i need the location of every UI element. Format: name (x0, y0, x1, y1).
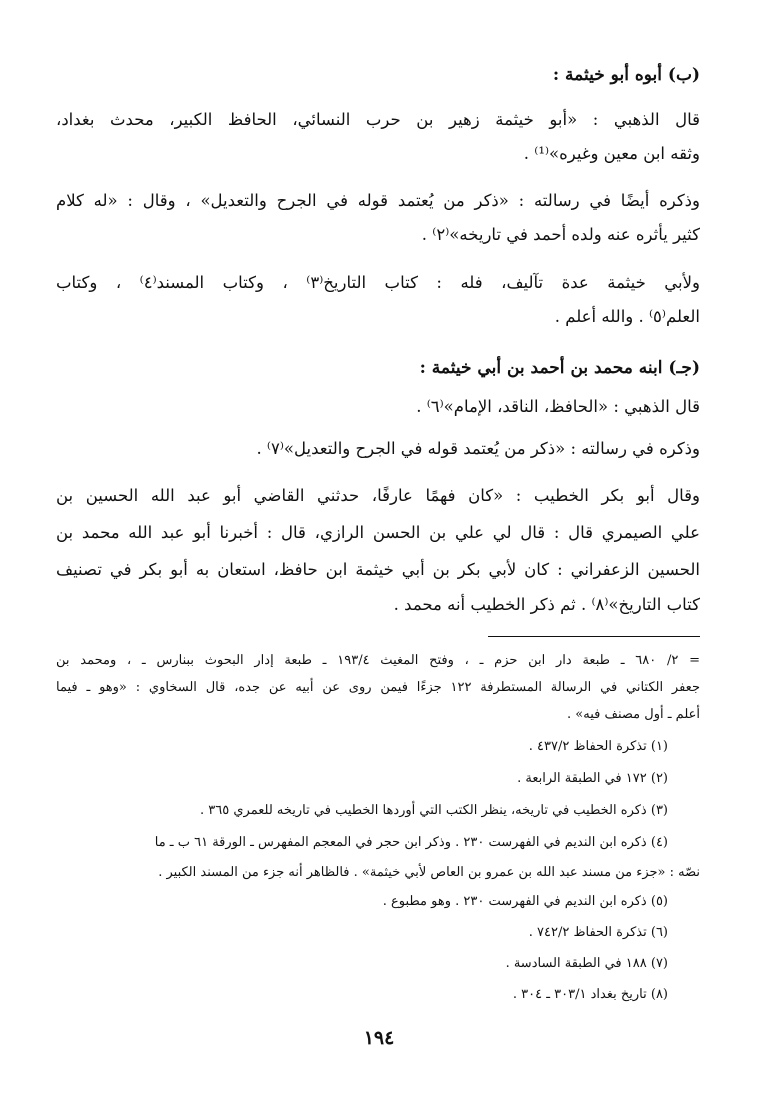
body-line: وذكره أيضًا في رسالته : «ذكر من يُعتمد قوله في الجرح والتعديل» ، وقال : «له كلام (56, 191, 700, 210)
section-heading-c: (جـ) ابنه محمد بن أحمد بن أبي خيثمة : (419, 358, 700, 378)
body-line: ولأبي خيثمة عدة تآليف، فله : كتاب التاريخ⁽٣⁾ ، وكتاب المسند⁽٤⁾ ، وكتاب (56, 273, 700, 292)
footnote-line: = ٢/ ٦٨٠ ـ طبعة دار ابن حزم ـ ، وفتح المغيث ١٩٣/٤ ـ طبعة إدار البحوث ببنارس ـ ، ومحمد بن (56, 653, 700, 668)
body-line: قال الذهبي : «أبو خيثمة زهير بن حرب النسائي، الحافظ الكبير، محدث بغداد، (56, 110, 700, 129)
body-line: علي الصيمري قال : قال لي علي بن الحسن الرازي، قال : أخبرنا أبو عبد الله محمد بن (56, 523, 700, 542)
body-line: وذكره في رسالته : «ذكر من يُعتمد قوله في الجرح والتعديل»⁽٧⁾ . (256, 439, 700, 458)
body-line: الحسين الزعفراني : كان لأبي بكر بن أبي خيثمة ابن حافظ، استعان به أبو بكر في تصنيف (56, 560, 700, 579)
footnote-5: (٥) ذكره ابن النديم في الفهرست ٢٣٠ . وهو مطبوع . (382, 894, 668, 909)
footnote-separator (488, 636, 700, 637)
footnote-3: (٣) ذكره الخطيب في تاريخه، ينظر الكتب التي أوردها الخطيب في تاريخه للعمري ٣٦٥ . (200, 803, 668, 818)
footnote-4-continued: نصّه : «جزء من مسند عبد الله بن عمرو بن العاص لأبي خيثمة» . فالظاهر أنه جزء من المسند الكبير . (158, 865, 700, 880)
page-number: ١٩٤ (363, 1027, 395, 1049)
body-line: كثير يأثره عنه ولده أحمد في تاريخه»⁽٢⁾ . (421, 225, 700, 244)
footnote-8: (٨) تاريخ بغداد ٣٠٣/١ ـ ٣٠٤ . (512, 987, 668, 1002)
body-line: وثقه ابن معين وغيره»⁽¹⁾ . (523, 144, 700, 163)
body-line: كتاب التاريخ»⁽٨⁾ . ثم ذكر الخطيب أنه محمد . (393, 595, 700, 614)
body-line: العلم⁽٥⁾ . والله أعلم . (554, 307, 700, 326)
footnote-7: (٧) ١٨٨ في الطبقة السادسة . (505, 956, 668, 971)
section-heading-b: (ب) أبوه أبو خيثمة : (552, 65, 700, 85)
footnote-line: أعلم ـ أول مصنف فيه» . (567, 707, 700, 722)
footnote-6: (٦) تذكرة الحفاظ ٧٤٢/٢ . (528, 925, 668, 940)
footnote-line: جعفر الكتاني في الرسالة المستطرفة ١٢٢ جزءًا فيمن روى عن أبيه عن جده، قال السخاوي : «وهو ـ فيما (56, 680, 700, 695)
footnote-2: (٢) ١٧٢ في الطبقة الرابعة . (517, 771, 668, 786)
body-line: وقال أبو بكر الخطيب : «كان فهمًا عارفًا، حدثني القاضي أبو عبد الله الحسين بن (56, 486, 700, 505)
footnote-1: (١) تذكرة الحفاظ ٤٣٧/٢ . (528, 739, 668, 754)
body-line: قال الذهبي : «الحافظ، الناقد، الإمام»⁽٦⁾ . (416, 397, 700, 416)
footnote-4: (٤) ذكره ابن النديم في الفهرست ٢٣٠ . وذكر ابن حجر في المعجم المفهرس ـ الورقة ٦١ ب ـ ما (154, 835, 668, 850)
